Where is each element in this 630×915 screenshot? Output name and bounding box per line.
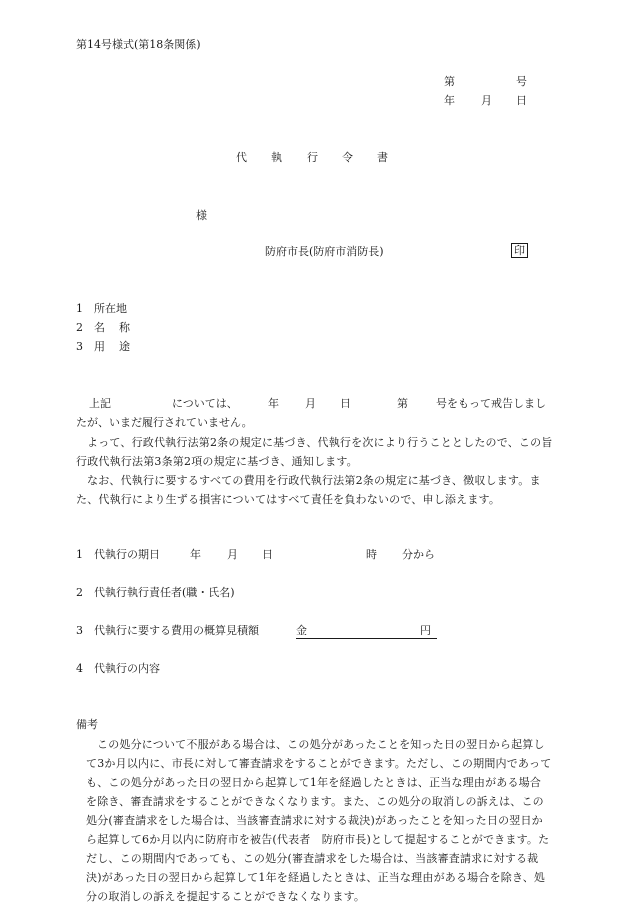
seal-mark: 印 <box>511 243 528 258</box>
body-paragraph-2: よって、行政代執行法第2条の規定に基づき、代執行を次により行うこととしたので、この旨行政代執行法第3条第2項の規定に基づき、通知します。 <box>76 436 553 468</box>
property-label-name-char: 称 <box>119 321 130 334</box>
item-num: 2 <box>76 586 83 599</box>
cost-yen: 円 <box>420 624 431 637</box>
remarks-heading: 備考 <box>76 718 98 731</box>
item-num: 1 <box>76 548 83 561</box>
title-char: 代 <box>236 151 247 164</box>
body-paragraphs <box>76 433 554 509</box>
title-char: 書 <box>377 151 388 164</box>
item-num: 3 <box>76 624 83 637</box>
body-text: については、 <box>172 397 238 410</box>
item-label: 代執行執行責任者(職・氏名) <box>94 586 235 599</box>
body-text: 号をもって戒告しまし <box>436 397 546 410</box>
issuer-name: 防府市長(防府市消防長) <box>265 245 384 258</box>
body-text: 年 <box>268 397 279 410</box>
body-text: 第 <box>397 397 408 410</box>
cost-amount-field <box>296 623 437 639</box>
body-text: 月 <box>305 397 316 410</box>
property-num: 3 <box>76 340 83 353</box>
body-text: 上記 <box>89 397 111 410</box>
cost-kin: 金 <box>296 624 307 637</box>
property-label-location: 所在地 <box>94 302 127 315</box>
doc-date-day: 日 <box>516 94 527 107</box>
item-date-year: 年 <box>190 548 201 561</box>
item-label: 代執行の期日 <box>94 548 160 561</box>
title-char: 令 <box>342 151 353 164</box>
property-label-use-char: 途 <box>119 340 130 353</box>
form-identifier: 第14号様式(第18条関係) <box>76 38 201 51</box>
item-time-minute: 分から <box>402 548 435 561</box>
property-num: 2 <box>76 321 83 334</box>
title-char: 行 <box>307 151 318 164</box>
remarks-text: この処分について不服がある場合は、この処分があったことを知った日の翌日から起算して3か月以内に、市長に対して審査請求をすることができます。ただし、この期間内であっても、この処分があった日の翌日から起算して1年を経過したときは、正当な理由がある場合を除き、審査請求をすることができなくなります。また、この処分の取消しの訴えは、この処分(審査請求をした場合は、当該審査請求に対する裁決)があったことを知った日の翌日から起算して6か月以内に防府市を被告(代表者 防府市長)として提起することができます。ただし、この期間内であっても、この処分(審査請求をした場合は、当該審査請求に対する裁決)があった日の翌日から起算して1年を経過したときは、正当な理由がある場合を除き、処分の取消しの訴えを提起することができなくなります。 <box>86 738 552 903</box>
title-char: 執 <box>271 151 282 164</box>
item-label: 代執行に要する費用の概算見積額 <box>94 624 259 637</box>
doc-number-prefix: 第 <box>444 75 455 88</box>
property-label-name-char: 名 <box>94 321 105 334</box>
doc-number-suffix: 号 <box>516 75 527 88</box>
property-num: 1 <box>76 302 83 315</box>
doc-date-month: 月 <box>481 94 492 107</box>
property-label-use-char: 用 <box>94 340 105 353</box>
item-label: 代執行の内容 <box>94 662 160 675</box>
item-time-hour: 時 <box>366 548 377 561</box>
addressee-suffix: 様 <box>196 209 207 222</box>
item-date-day: 日 <box>262 548 273 561</box>
doc-date-year: 年 <box>444 94 455 107</box>
body-text: 日 <box>340 397 351 410</box>
body-paragraph-3: なお、代執行に要するすべての費用を行政代執行法第2条の規定に基づき、徴収します。また、代執行により生ずる損害についてはすべて責任を負わないので、申し添えます。 <box>76 474 541 506</box>
body-text: たが、いまだ履行されていません。 <box>76 416 253 429</box>
item-date-month: 月 <box>227 548 238 561</box>
item-num: 4 <box>76 662 83 675</box>
